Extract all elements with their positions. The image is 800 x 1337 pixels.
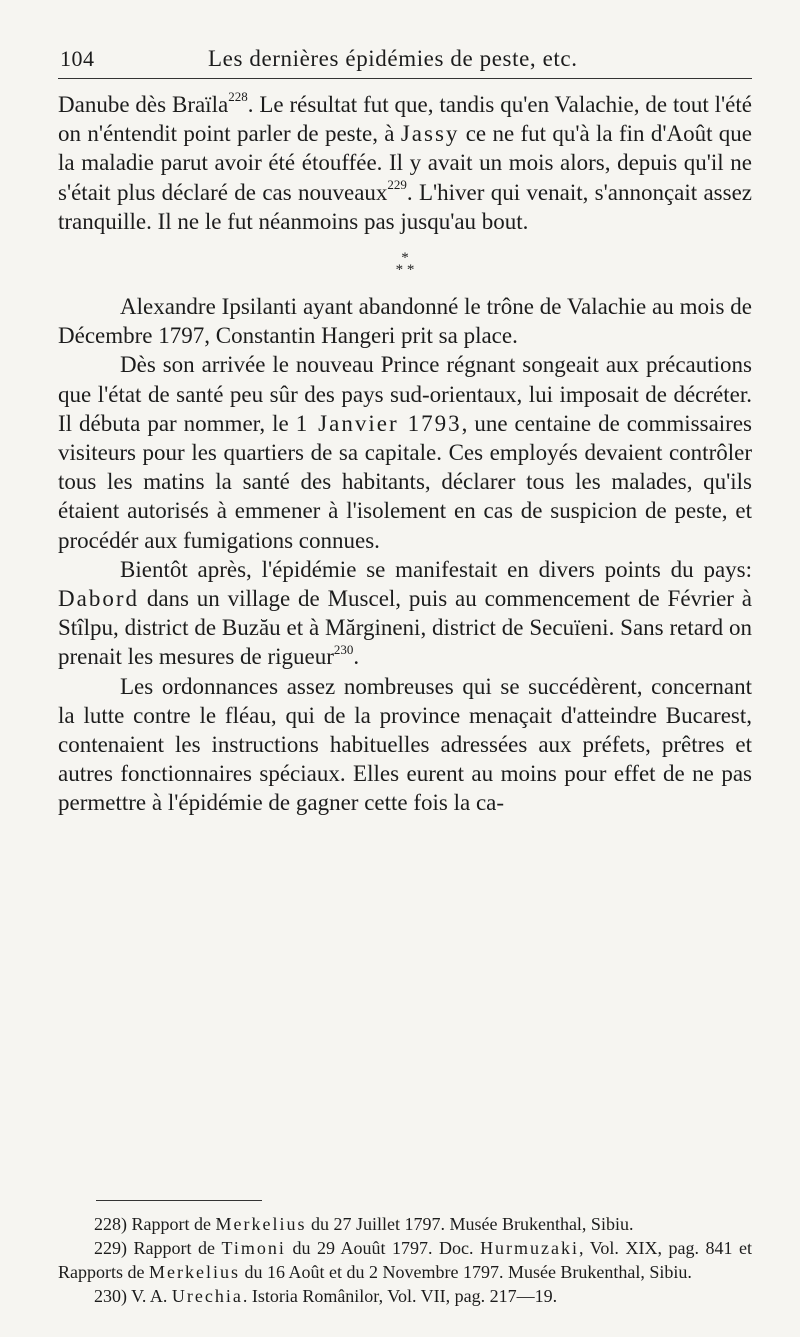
header-rule — [58, 78, 752, 79]
running-head — [60, 40, 750, 76]
paragraph-5: Les ordonnances assez nombreuses qui se succédèrent, concernant la lutte contre le fléau, qui de la province menaçait d'atteindre Bucarest, contenaient les instructions habituelles adressées aux préfets, prêtres et autres fonctionnaires spéciaux. Elles eurent au moins pour effet de ne pas permettre à l'épidémie de gagner cette fois la ca- — [58, 673, 752, 816]
body-text — [58, 90, 752, 818]
footnote-ref-228: 228 — [228, 89, 248, 105]
footnote-ref-230: 230 — [333, 641, 354, 657]
paragraph-2: Alexandre Ipsilanti ayant abandonné le trône de Valachie au mois de Décembre 1797, Constantin Hangeri prit sa place. — [58, 294, 752, 349]
footnote-ref-229: 229 — [387, 176, 407, 192]
footnote-228: 228) Rapport de Merkelius du 27 Juillet 1797. Musée Brukenthal, Sibiu. — [94, 1214, 634, 1234]
page-number: 104 — [60, 46, 95, 71]
paragraph-1: Danube dès Braïla$^{228}$. Le résultat fut que, tandis qu'en Valachie, de tout l'été on n'éntendit point parler de peste, à Jassy ce ne fut qu'à la fin d'Août que la maladie parut avoir été étouffée. Il y avait un mois alors, depuis qu'il ne s'était plus déclaré de cas nouveaux$^{229}$. L'hiver qui venait, s'annonçait assez tranquille. Il ne le fut néanmoins pas jusqu'au bout. — [58, 89, 753, 234]
running-title: Les dernières épidémies de peste, etc. — [208, 46, 578, 71]
footnote-230: 230) V. A. Urechia. Istoria Românilor, Vol. VII, pag. 217—19. — [94, 1286, 558, 1306]
paragraph-4: Bientôt après, l'épidémie se manifestait en divers points du pays: Dabord dans un village de Muscel, puis au commencement de Février à Stîlpu, district de Buzău et à Mărgineni, district de Secuïeni. Sans retard on prenait les mesures de rigueur$^{230}$. — [58, 556, 752, 670]
paragraph-3: Dès son arrivée le nouveau Prince régnant songeait aux précautions que l'état de santé peu sûr des pays sud-orientaux, lui imposait de décréter. Il débuta par nommer, le 1 Janvier 1793, une centaine de commissaires visiteurs pour les quartiers de sa capitale. Ces employés devaient contrôler tous les matins la santé des habitants, déclarer tous les malades, qu'ils étaient autorisés à emmener à l'isolement en cas de suspicion de peste, et procédér aux fumigations connues. — [58, 352, 752, 553]
footnotes — [58, 1212, 752, 1308]
section-break-asterism: * * * — [395, 250, 415, 279]
footnote-rule — [96, 1200, 262, 1201]
footnote-229: 229) Rapport de Timoni du 29 Aouût 1797. Doc. Hurmuzaki, Vol. XIX, pag. 841 et Rapports de Merkelius du 16 Août et du 2 Novembre 1797. Musée Brukenthal, Sibiu. — [58, 1238, 752, 1282]
